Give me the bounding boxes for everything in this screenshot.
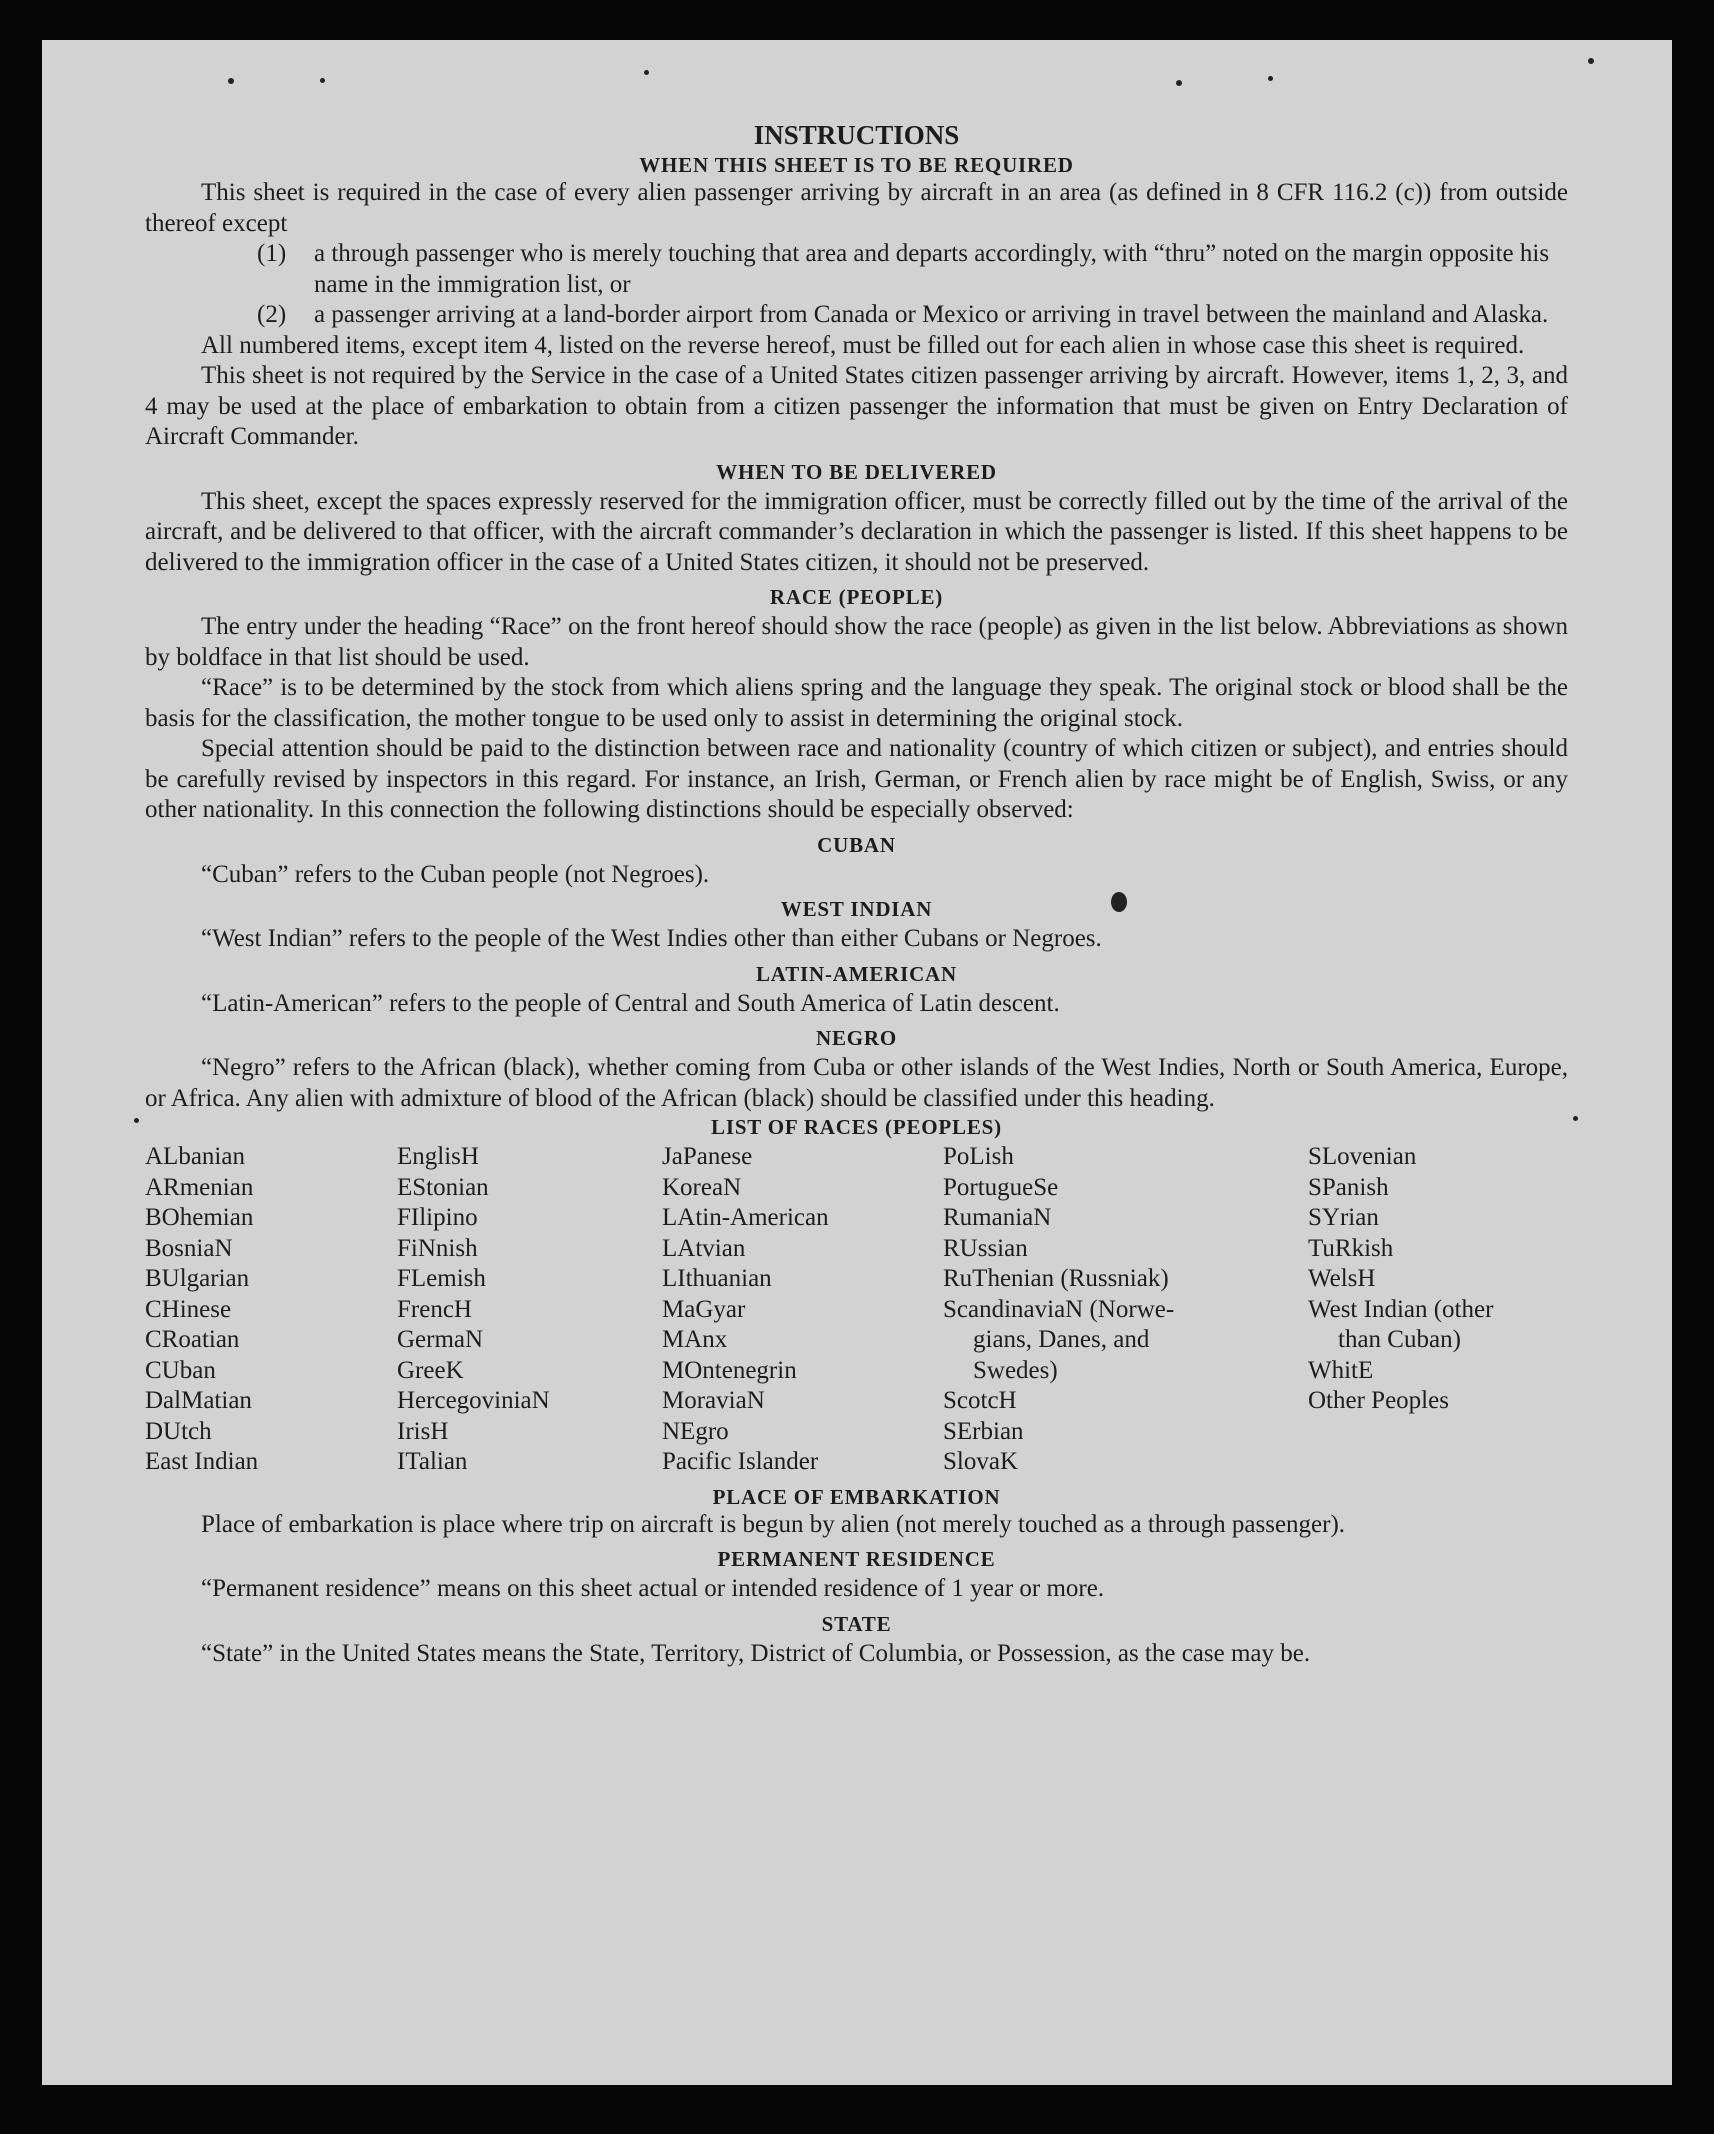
- punch-mark: [1588, 58, 1594, 64]
- race-column-4: [943, 1142, 1308, 1478]
- race-entry: SErbian: [943, 1417, 1024, 1445]
- race-entry: FIlipino: [397, 1204, 478, 1231]
- paragraph-race-nationality: Special attention should be paid to the distinction between race and nationality (country of which citizen or subject), and entries should be carefully revised by inspectors in this regard. For instance, an Irish, German, or French alien by race might be of English, Swiss, or any other nationality. In this connection the following distinctions should be especially observed:: [145, 735, 1568, 823]
- race-entry: SlovaK: [943, 1448, 1018, 1475]
- race-entry: RuThenian (Russniak): [943, 1265, 1169, 1292]
- race-entry: FLemish: [397, 1265, 486, 1292]
- race-entry: Pacific Islander: [662, 1448, 819, 1475]
- paragraph-delivery: This sheet, except the spaces expressly reserved for the immigration officer, must be correctly filled out by the time of the arrival of the aircraft, and be delivered to that officer, with the aircraft commander’s declaration in which the passenger is listed. If this sheet happens to be delivered to the immigration officer in the case of a United States citizen, it should not be preserved.: [145, 487, 1568, 576]
- race-entry: GreeK: [397, 1356, 464, 1384]
- paragraph-west-indian: “West Indian” refers to the people of the West Indies other than either Cubans or Negroes.: [201, 925, 1102, 952]
- section-heading-latin-american: LATIN-AMERICAN: [756, 961, 957, 986]
- section-heading-cuban: CUBAN: [817, 832, 896, 857]
- punch-mark: [1268, 76, 1273, 81]
- section-heading-embarkation: PLACE OF EMBARKATION: [712, 1484, 1001, 1509]
- race-entry: BosniaN: [145, 1234, 233, 1262]
- race-entry: PortugueSe: [943, 1173, 1059, 1201]
- race-entry: MaGyar: [662, 1295, 746, 1323]
- race-entry-continued: than Cuban): [1338, 1326, 1461, 1353]
- race-entry: IrisH: [397, 1417, 449, 1445]
- race-entry: LAtvian: [662, 1234, 746, 1262]
- race-entry: DalMatian: [145, 1387, 252, 1414]
- race-entry: ALbanian: [145, 1143, 245, 1170]
- race-entry: BUlgarian: [145, 1265, 250, 1292]
- race-entry: EnglisH: [397, 1143, 479, 1170]
- race-entry: SLovenian: [1308, 1143, 1417, 1170]
- race-entry: SPanish: [1308, 1173, 1389, 1201]
- punch-mark: [1573, 1116, 1578, 1121]
- race-column-5: [1308, 1142, 1568, 1478]
- race-entry: MoraviaN: [662, 1387, 765, 1414]
- race-entry: East Indian: [145, 1448, 259, 1475]
- item-text: a passenger arriving at a land-border airport from Canada or Mexico or arriving in travel between the mainland and Alaska.: [314, 301, 1549, 328]
- section-heading-when-delivered: WHEN TO BE DELIVERED: [716, 459, 997, 484]
- race-entry: FrencH: [397, 1295, 472, 1323]
- race-column-3: [662, 1142, 943, 1478]
- exception-item-1: [145, 239, 1568, 300]
- race-entry: BOhemian: [145, 1204, 254, 1231]
- paragraph-citizen: This sheet is not required by the Service in the case of a United States citizen passenger arriving by aircraft. However, items 1, 2, 3, and 4 may be used at the place of embarkation to obtain from a citizen passenger the information that must be given on Entry Declaration of Aircraft Commander.: [145, 362, 1568, 450]
- punch-mark: [228, 78, 234, 84]
- paragraph-requirement: This sheet is required in the case of every alien passenger arriving by aircraft in an area (as defined in 8 CFR 116.2 (c)) from outside thereof except: [145, 179, 1568, 237]
- race-entry: WhitE: [1308, 1356, 1374, 1384]
- race-entry: CUban: [145, 1356, 216, 1384]
- race-entry: ARmenian: [145, 1173, 254, 1201]
- race-entry: PoLish: [943, 1143, 1014, 1170]
- race-entry: KoreaN: [662, 1173, 742, 1201]
- item-text: a through passenger who is merely touching that area and departs accordingly, with “thru” noted on the margin opposite his name in the immigration list, or: [314, 240, 1550, 298]
- section-heading-race: RACE (PEOPLE): [769, 585, 944, 609]
- section-heading-when-required: WHEN THIS SHEET IS TO BE REQUIRED: [639, 153, 1074, 177]
- paragraph-permanent-residence: “Permanent residence” means on this sheet actual or intended residence of 1 year or more.: [201, 1575, 1105, 1602]
- section-heading-west-indian: WEST INDIAN: [780, 897, 933, 921]
- race-entry: ScotcH: [943, 1387, 1017, 1414]
- paragraph-numbered-items: All numbered items, except item 4, listed on the reverse hereof, must be filled out for each alien in whose case this sheet is required.: [201, 331, 1525, 359]
- race-entry: SYrian: [1308, 1204, 1379, 1231]
- race-column-1: [145, 1142, 397, 1478]
- section-heading-list-of-races: LIST OF RACES (PEOPLES): [711, 1115, 1002, 1139]
- instructions-body: [145, 118, 1568, 1669]
- race-entry: LAtin-American: [662, 1204, 829, 1231]
- section-heading-negro: NEGRO: [815, 1026, 897, 1050]
- race-entry: JaPanese: [662, 1143, 753, 1170]
- paragraph-latin-american: “Latin-American” refers to the people of Central and South America of Latin descent.: [201, 989, 1060, 1017]
- race-entry-continued: Swedes): [973, 1356, 1058, 1384]
- punch-mark: [644, 70, 649, 75]
- paragraph-cuban: “Cuban” refers to the Cuban people (not Negroes).: [201, 860, 710, 888]
- paragraph-negro: “Negro” refers to the African (black), whether coming from Cuba or other islands of the West Indies, North or South America, Europe, or Africa. Any alien with admixture of blood of the African (black) should be classified under this heading.: [145, 1054, 1568, 1112]
- race-entry: ScandinaviaN (Norwe-: [943, 1295, 1175, 1323]
- race-entry-continued: gians, Danes, and: [973, 1326, 1150, 1353]
- race-entry: CHinese: [145, 1295, 232, 1323]
- section-heading-state: STATE: [821, 1611, 892, 1636]
- race-entry: HercegoviniaN: [397, 1387, 550, 1414]
- race-column-2: [397, 1142, 662, 1478]
- race-entry: NEgro: [662, 1417, 729, 1445]
- section-heading-permanent-residence: PERMANENT RESIDENCE: [717, 1547, 996, 1571]
- paragraph-state: “State” in the United States means the State, Territory, District of Columbia, or Possession, as the case may be.: [201, 1639, 1311, 1667]
- exception-item-2: [145, 300, 1568, 331]
- race-entry: ITalian: [397, 1448, 468, 1475]
- item-number: (2): [257, 301, 287, 328]
- race-entry: TuRkish: [1308, 1234, 1394, 1262]
- punch-mark: [320, 78, 325, 83]
- race-entry: CRoatian: [145, 1326, 240, 1353]
- paragraph-race-stock: “Race” is to be determined by the stock from which aliens spring and the language they speak. The original stock or blood shall be the basis for the classification, the mother tongue to be used only to assist in determining the original stock.: [145, 674, 1568, 732]
- punch-mark: [1176, 80, 1182, 86]
- race-entry: Other Peoples: [1308, 1387, 1449, 1414]
- race-entry: DUtch: [145, 1417, 212, 1445]
- race-entry: LIthuanian: [662, 1265, 772, 1292]
- race-entry: West Indian (other: [1308, 1295, 1494, 1323]
- race-entry: RumaniaN: [943, 1204, 1052, 1231]
- race-entry: MAnx: [662, 1326, 728, 1353]
- race-entry: GermaN: [397, 1326, 484, 1353]
- race-list: [145, 1142, 1568, 1478]
- punch-mark: [134, 1118, 139, 1123]
- paragraph-race-entry: The entry under the heading “Race” on the front hereof should show the race (people) as given in the list below. Abbreviations as shown by boldface in that list should be used.: [145, 613, 1568, 671]
- race-entry: WelsH: [1308, 1265, 1376, 1292]
- item-number: (1): [257, 240, 287, 267]
- paragraph-embarkation: Place of embarkation is place where trip on aircraft is begun by alien (not merely touched as a through passenger).: [201, 1510, 1346, 1538]
- race-entry: FiNnish: [397, 1234, 478, 1262]
- document-sheet: [42, 40, 1672, 2085]
- race-entry: MOntenegrin: [662, 1356, 797, 1384]
- race-entry: EStonian: [397, 1173, 489, 1201]
- race-entry: RUssian: [943, 1234, 1028, 1262]
- page-title: INSTRUCTIONS: [753, 120, 960, 150]
